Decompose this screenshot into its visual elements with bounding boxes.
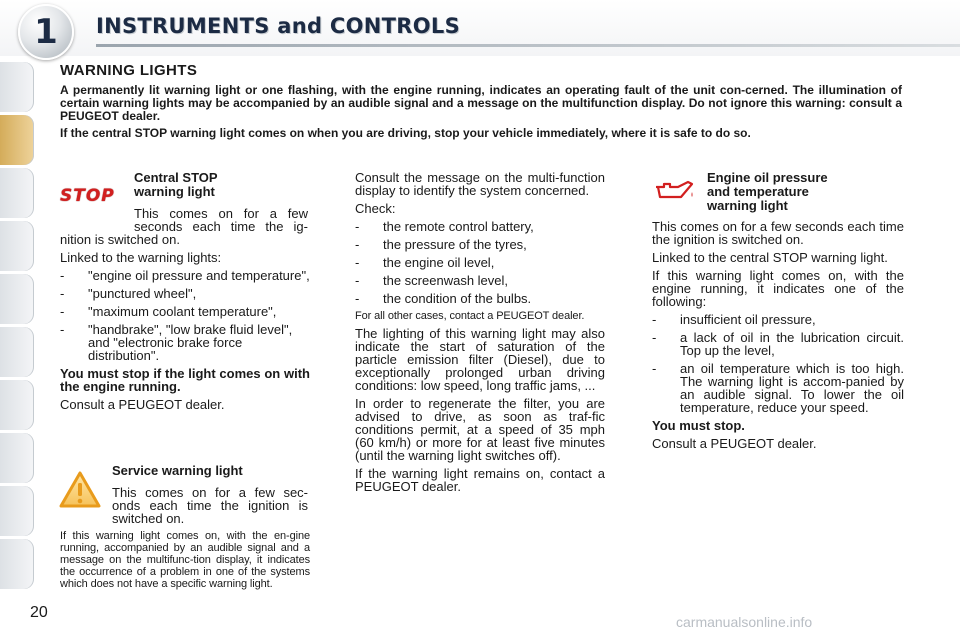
remains-paragraph: If the warning light remains on, contact a PEUGEOT dealer. (355, 466, 605, 494)
oil-can-icon (654, 178, 696, 202)
stop-warning-icon: STOP (60, 186, 115, 206)
chapter-title: INSTRUMENTS and CONTROLS (96, 14, 460, 38)
header-rule (96, 44, 960, 47)
list-item-text: "engine oil pressure and temperature", (88, 268, 310, 283)
service-block-desc (112, 486, 308, 525)
list-dash: - (355, 291, 360, 306)
service-detail: If this warning light comes on, with the en-gine running, accompanied by an audible signal and a message on the multifunc-tion display, it indicates the occurrence of a problem in one of the systems which does not have a specific warning light. (60, 530, 310, 590)
stop-block-body (60, 233, 310, 416)
oil-cause-list (652, 313, 904, 414)
list-item-text: "punctured wheel", (88, 286, 197, 301)
list-item (652, 313, 904, 326)
check-label: Check: (355, 201, 396, 216)
chapter-tab[interactable] (0, 274, 34, 324)
chapter-tab[interactable] (0, 327, 34, 377)
chapter-tab[interactable] (0, 486, 34, 536)
list-item (355, 238, 605, 251)
list-dash: - (652, 330, 657, 345)
service-title: Service warning light (112, 463, 243, 478)
list-dash: - (652, 312, 657, 327)
list-item-text: "maximum coolant temperature", (88, 304, 277, 319)
list-item-text: an oil temperature which is too high. The warning light is accom-panied by an audible signal. To lower the oil temperature, reduce your speed. (680, 361, 904, 415)
stop-linked-list (60, 269, 310, 362)
list-item (652, 331, 904, 357)
list-item (355, 256, 605, 269)
middle-column (355, 171, 605, 498)
service-desc-line: switched on. (112, 511, 185, 526)
oil-consult: Consult a PEUGEOT dealer. (652, 436, 817, 451)
oil-if-on: If this warning light comes on, with the engine running, it indicates one of the following: (652, 268, 904, 309)
oil-block-title (707, 171, 907, 213)
warning-triangle-icon (58, 470, 102, 510)
list-dash: - (60, 304, 65, 319)
list-dash: - (60, 268, 65, 283)
list-dash: - (355, 255, 360, 270)
oil-title-line: warning light (707, 198, 788, 213)
intro-paragraph: If the central STOP warning light comes on when you are driving, stop your vehicle immediately, where it is safe to do so. (60, 126, 751, 140)
list-item-text: insufficient oil pressure, (680, 312, 816, 327)
chapter-tab-active[interactable] (0, 115, 34, 165)
list-item (355, 220, 605, 233)
list-item (60, 287, 310, 300)
list-item (60, 323, 310, 362)
dpf-paragraph: The lighting of this warning light may also indicate the start of saturation of the particle emission filter (Diesel), due to exceptionally prolonged urban driving conditions: low speed, long traffic jams, ... (355, 326, 605, 393)
chapter-tab[interactable] (0, 539, 34, 589)
stop-consult: Consult a PEUGEOT dealer. (60, 397, 225, 412)
list-item-text: "handbrake", "low brake fluid level", and "electronic brake force distribution". (88, 322, 293, 363)
other-cases: For all other cases, contact a PEUGEOT dealer. (355, 310, 585, 322)
chapter-tabs (0, 62, 36, 592)
stop-linked: Linked to the warning lights: (60, 250, 222, 265)
intro-paragraph: A permanently lit warning light or one flashing, with the engine running, indicates an operating fault of the unit con-cerned. The illumination of certain warning lights may be accompanied by an audible signal and a message on the multifunction display. Do not ignore this warning: consult a PEUGEOT dealer. (60, 83, 902, 123)
list-item-text: the pressure of the tyres, (383, 237, 527, 252)
list-item-text: a lack of oil in the lubrication circuit. Top up the level, (680, 330, 904, 358)
stop-must-stop: You must stop if the light comes on with the engine running. (60, 366, 310, 394)
oil-title-line: and temperature (707, 184, 809, 199)
list-item (60, 305, 310, 318)
chapter-tab[interactable] (0, 380, 34, 430)
oil-must-stop: You must stop. (652, 418, 745, 433)
list-dash: - (60, 286, 65, 301)
list-dash: - (355, 219, 360, 234)
list-dash: - (355, 273, 360, 288)
intro-text (60, 84, 902, 144)
list-item-text: the condition of the bulbs. (383, 291, 532, 306)
check-list (355, 220, 605, 305)
list-item (60, 269, 310, 282)
page-number: 20 (30, 604, 48, 621)
stop-block-title (134, 171, 314, 199)
stop-desc-line: seconds each time the ig- (134, 219, 308, 234)
consult-message: Consult the message on the multi-function display to identify the system concerned. (355, 170, 605, 198)
list-dash: - (652, 361, 657, 376)
section-title: WARNING LIGHTS (60, 62, 198, 79)
chapter-tab[interactable] (0, 168, 34, 218)
stop-title-line: warning light (134, 184, 215, 199)
regen-paragraph: In order to regenerate the filter, you are advised to drive, as soon as traf-fic conditions permit, at a speed of 35 mph (60 km/h) or more for at least five minutes (until the warning light switches off). (355, 396, 605, 463)
stop-desc-line: nition is switched on. (60, 232, 180, 247)
service-block-body (60, 530, 310, 595)
service-block-title (112, 464, 312, 478)
service-desc-line: onds each time the ignition is (112, 498, 308, 513)
list-item-text: the remote control battery, (383, 219, 534, 234)
list-dash: - (355, 237, 360, 252)
oil-desc: This comes on for a few seconds each time the ignition is switched on. (652, 219, 904, 247)
stop-title-line: Central STOP (134, 170, 218, 185)
stop-block-desc (134, 207, 308, 233)
list-item (355, 274, 605, 287)
stop-desc-line: This comes on for a few (134, 206, 308, 221)
chapter-tab[interactable] (0, 62, 34, 112)
chapter-tab[interactable] (0, 433, 34, 483)
list-item (355, 292, 605, 305)
oil-linked: Linked to the central STOP warning light. (652, 250, 888, 265)
list-item-text: the engine oil level, (383, 255, 495, 270)
chapter-badge: 1 (18, 4, 74, 60)
list-dash: - (60, 322, 65, 337)
watermark: carmanualsonline.info (676, 614, 813, 630)
oil-block-body (652, 220, 904, 455)
list-item-text: the screenwash level, (383, 273, 509, 288)
service-desc-line: This comes on for a few sec- (112, 485, 308, 500)
oil-title-line: Engine oil pressure (707, 170, 828, 185)
list-item (652, 362, 904, 414)
chapter-tab[interactable] (0, 221, 34, 271)
